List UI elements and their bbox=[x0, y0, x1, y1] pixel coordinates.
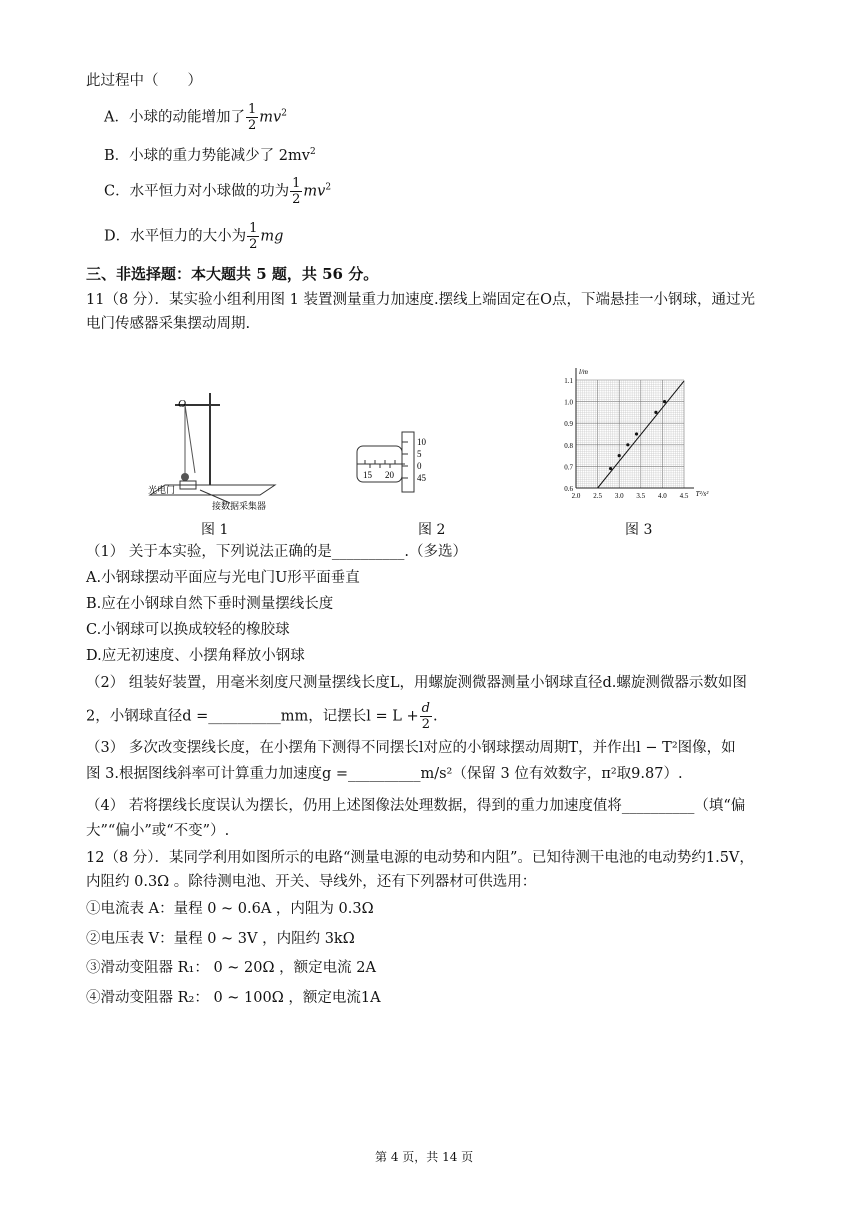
q12-item: ②电压表 V：量程 0 ~ 3V ，内阻约 3kΩ bbox=[86, 931, 355, 947]
q11-option-b: B.应在小钢球自然下垂时测量摆线长度 bbox=[86, 596, 334, 612]
x-axis-label: T²/s² bbox=[695, 490, 709, 498]
fraction: $\frac{1}{2}$ bbox=[292, 176, 301, 207]
sleeve-tick: 15 bbox=[363, 470, 372, 480]
collector-label: 接数据采集器 bbox=[212, 501, 267, 511]
option-10-c bbox=[104, 177, 331, 206]
option-10-b bbox=[104, 147, 316, 165]
question-11-intro-line1: 11（8 分）．某实验小组利用图 1 装置测量重力加速度.摆线上端固定在O点，下端悬挂一小钢球，通过光 bbox=[86, 292, 755, 308]
question-11-intro-line2: 电门传感器采集摆动周期. bbox=[86, 316, 251, 332]
y-tick-label: 1.0 bbox=[564, 398, 573, 407]
data-point bbox=[626, 443, 629, 446]
option-expr: mg bbox=[260, 228, 284, 245]
q12-item: ④滑动变阻器 R₂： 0 ~ 100Ω ，额定电流1A bbox=[86, 990, 381, 1006]
superscript: 2 bbox=[281, 108, 287, 119]
fraction: $\frac{1}{2}$ bbox=[247, 102, 257, 133]
y-tick-label: 0.7 bbox=[564, 463, 573, 472]
caption-figure-2: 图 2 bbox=[418, 522, 446, 538]
figure-3-chart bbox=[558, 362, 728, 512]
thimble-tick: 10 bbox=[417, 437, 426, 447]
thimble-tick: 5 bbox=[417, 449, 422, 459]
q11-part-3-line1: （3） 多次改变摆线长度，在小摆角下测得不同摆长l对应的小钢球摆动周期T，并作出l − T²图像，如 bbox=[86, 740, 736, 756]
data-point bbox=[654, 411, 657, 414]
q12-item: ①电流表 A：量程 0 ~ 0.6A ，内阻为 0.3Ω bbox=[86, 901, 374, 917]
y-tick-label: 0.6 bbox=[564, 485, 573, 493]
q12-item: ③滑动变阻器 R₁： 0 ~ 20Ω ，额定电流 2A bbox=[86, 960, 376, 976]
q11-part-2-line2 bbox=[86, 702, 438, 731]
y-tick-label: 1.1 bbox=[564, 377, 573, 385]
thimble-tick: 45 bbox=[417, 473, 426, 483]
option-10-d bbox=[104, 222, 283, 251]
q11-part-4-line1: （4） 若将摆线长度误认为摆长，仍用上述图像法处理数据，得到的重力加速度值将__________（填“偏 bbox=[86, 798, 746, 814]
data-point bbox=[618, 454, 621, 457]
q11-part-2-line1: （2） 组装好装置，用毫米刻度尺测量摆线长度L，用螺旋测微器测量小钢球直径d.螺旋测微器示数如图 bbox=[86, 675, 747, 691]
q11-part-4-line2: 大”“偏小”或“不变”）. bbox=[86, 823, 230, 839]
q11-part-3-line2: 图 3.根据图线斜率可计算重力加速度g =__________m/s²（保留 3 位有效数字，π²取9.87）. bbox=[86, 766, 683, 782]
option-text: D．水平恒力的大小为 bbox=[104, 228, 247, 245]
option-text: A．小球的动能增加了 bbox=[104, 109, 245, 126]
y-tick-label: 0.9 bbox=[564, 420, 573, 429]
section-heading: 三、非选择题：本大题共 5 题，共 56 分。 bbox=[86, 265, 379, 283]
x-tick-label: 2.5 bbox=[593, 492, 602, 500]
caption-figure-3: 图 3 bbox=[625, 522, 653, 538]
figure-2-micrometer bbox=[355, 430, 435, 495]
y-tick-label: 0.8 bbox=[564, 441, 573, 450]
superscript: 2 bbox=[309, 147, 316, 157]
part-2-end: . bbox=[433, 708, 438, 725]
y-axis-label: l/m bbox=[579, 368, 588, 376]
q11-option-d: D.应无初速度、小摆角释放小钢球 bbox=[86, 648, 305, 664]
thimble-tick: 0 bbox=[417, 461, 422, 471]
x-tick-label: 3.5 bbox=[636, 492, 646, 500]
data-point bbox=[635, 432, 638, 435]
photogate-label: 光电门 bbox=[148, 485, 176, 495]
option-text: C．水平恒力对小球做的功为 bbox=[104, 183, 290, 200]
q11-option-c: C.小钢球可以换成较轻的橡胶球 bbox=[86, 622, 290, 638]
data-point bbox=[663, 400, 666, 403]
superscript: 2 bbox=[325, 182, 332, 193]
data-point bbox=[609, 467, 612, 470]
question-12-line2: 内阻约 0.3Ω 。除待测电池、开关、导线外，还有下列器材可供选用： bbox=[86, 874, 537, 890]
part-2-text: 2，小钢球直径d =__________mm，记摆长l = L + bbox=[86, 708, 419, 725]
option-expr: mv bbox=[303, 183, 326, 200]
fraction: $\frac{1}{2}$ bbox=[249, 221, 258, 252]
option-expr: mv bbox=[259, 109, 282, 126]
x-tick-label: 4.5 bbox=[679, 492, 689, 500]
q11-part-1: （1） 关于本实验，下列说法正确的是__________.（多选） bbox=[86, 544, 467, 560]
page-footer: 第 4 页，共 14 页 bbox=[375, 1150, 474, 1164]
sleeve-tick: 20 bbox=[385, 470, 394, 480]
option-10-a bbox=[104, 103, 287, 132]
point-o-label: O bbox=[178, 398, 186, 410]
x-tick-label: 3.0 bbox=[614, 492, 624, 500]
caption-figure-1: 图 1 bbox=[201, 522, 229, 538]
figure-1-apparatus bbox=[140, 385, 290, 515]
x-tick-label: 2.0 bbox=[571, 492, 581, 500]
x-tick-label: 4.0 bbox=[658, 492, 667, 500]
question-12-line1: 12（8 分）．某同学利用如图所示的电路“测量电源的电动势和内阻”。已知待测干电池的电动势约1.5V， bbox=[86, 850, 754, 866]
question-10-tail: 此过程中（ ） bbox=[86, 73, 202, 89]
fraction: $\frac{d}{2}$ bbox=[421, 701, 430, 732]
q11-option-a: A.小钢球摆动平面应与光电门U形平面垂直 bbox=[86, 570, 360, 586]
option-text: B．小球的重力势能减少了 2mv bbox=[104, 147, 310, 164]
